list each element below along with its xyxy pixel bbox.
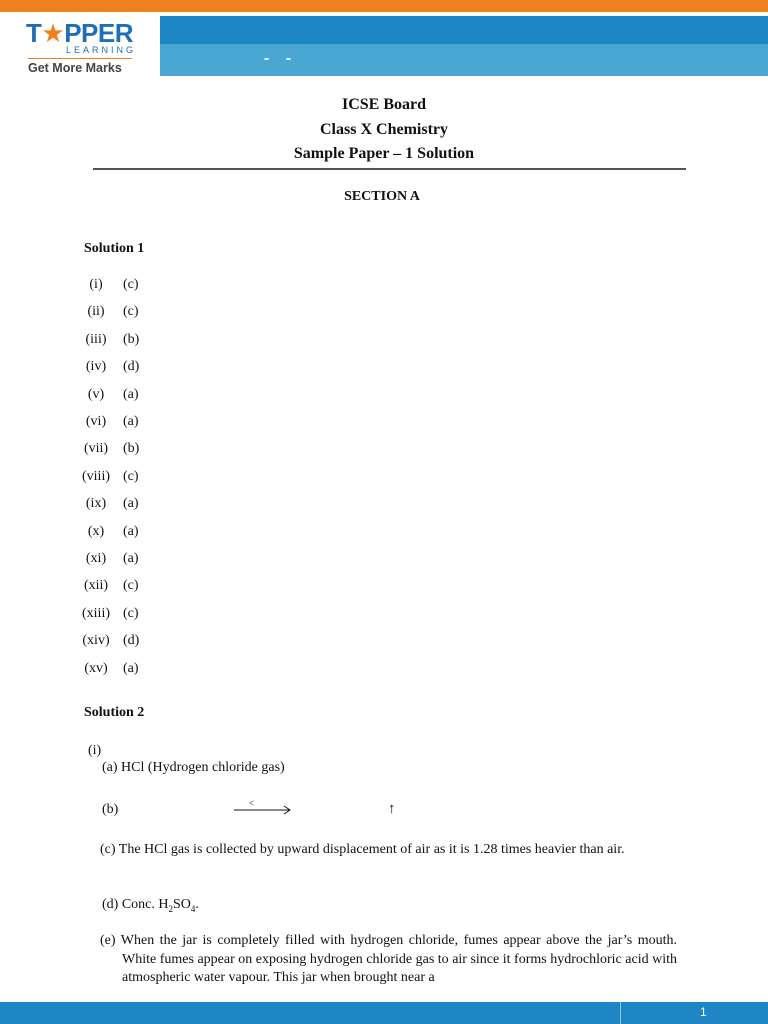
question-number: (iii) xyxy=(85,331,107,347)
logo-subtitle: LEARNING xyxy=(66,45,137,55)
footer-bar xyxy=(0,1002,768,1024)
question-number: (xiii) xyxy=(82,605,110,621)
answer-option: (a) xyxy=(123,414,139,429)
answer-option: (a) xyxy=(123,551,139,566)
reaction-heat-mark: < xyxy=(249,800,255,808)
answer-option: (a) xyxy=(123,386,139,402)
class-title: Class X Chemistry xyxy=(320,121,448,138)
answer-option: (d) xyxy=(123,633,140,649)
logo-wordmark: T★PPER xyxy=(26,18,134,48)
section-heading: SECTION A xyxy=(344,189,420,204)
question-number: (vii) xyxy=(83,441,109,457)
topper-learning-logo xyxy=(26,18,138,76)
logo-star-icon: ★ xyxy=(41,18,65,48)
answer-option: (c) xyxy=(123,578,139,594)
question-number: (xi) xyxy=(85,551,107,566)
reaction-arrow-icon xyxy=(232,800,412,820)
page-number: 1 xyxy=(700,1005,707,1019)
answer-c: (c) The HCl gas is collected by upward displacement of air as it is 1.28 times heavier than air. xyxy=(100,842,625,857)
header-band-text: - - xyxy=(264,50,298,67)
gas-evolved-arrow: ↑ xyxy=(388,801,396,817)
question-number: (ii) xyxy=(87,304,105,320)
question-number: (xv) xyxy=(84,660,108,676)
title-divider xyxy=(93,168,686,170)
answer-b-label: (b) xyxy=(102,802,119,817)
board-title: ICSE Board xyxy=(341,96,427,113)
part-label: (i) xyxy=(88,743,102,758)
answer-option: (c) xyxy=(123,605,139,621)
solution-2-heading: Solution 2 xyxy=(84,705,145,720)
paper-title: Sample Paper – 1 Solution xyxy=(293,145,475,162)
logo-tagline: Get More Marks xyxy=(28,61,122,75)
answer-option: (d) xyxy=(123,359,140,375)
answer-option: (c) xyxy=(123,468,139,484)
answer-e: (e) When the jar is completely filled with hydrogen chloride, fumes appear above the jar’s mouth. White fumes appear on exposing hydrogen chloride gas to air since it forms hydrochloric acid with atmospheric water vapour. This jar when brought near a xyxy=(100,933,677,985)
footer-separator xyxy=(620,1002,621,1024)
header-band-light xyxy=(160,44,768,76)
answer-option: (b) xyxy=(123,441,140,457)
answer-d: (d) Conc. $H_2SO_4$. xyxy=(102,897,199,914)
answer-option: (c) xyxy=(123,277,139,292)
answer-option: (a) xyxy=(123,523,139,539)
answer-a: (a) HCl (Hydrogen chloride gas) xyxy=(102,760,285,775)
answer-option: (a) xyxy=(123,660,139,676)
question-number: (xii) xyxy=(83,578,109,594)
solution-1-heading: Solution 1 xyxy=(84,241,145,256)
question-number: (i) xyxy=(89,277,103,292)
question-number: (iv) xyxy=(85,359,107,375)
answer-option: (c) xyxy=(123,304,139,320)
logo-divider xyxy=(28,58,132,59)
top-accent-bar xyxy=(0,0,768,12)
question-number: (x) xyxy=(87,523,105,539)
header-band-dark xyxy=(160,16,768,44)
answer-option: (b) xyxy=(123,331,140,347)
question-number: (xiv) xyxy=(82,633,110,649)
answer-option: (a) xyxy=(123,496,139,512)
question-number: (ix) xyxy=(85,496,107,512)
question-number: (v) xyxy=(87,386,105,402)
question-number: (vi) xyxy=(85,414,107,429)
question-number: (viii) xyxy=(82,468,110,484)
